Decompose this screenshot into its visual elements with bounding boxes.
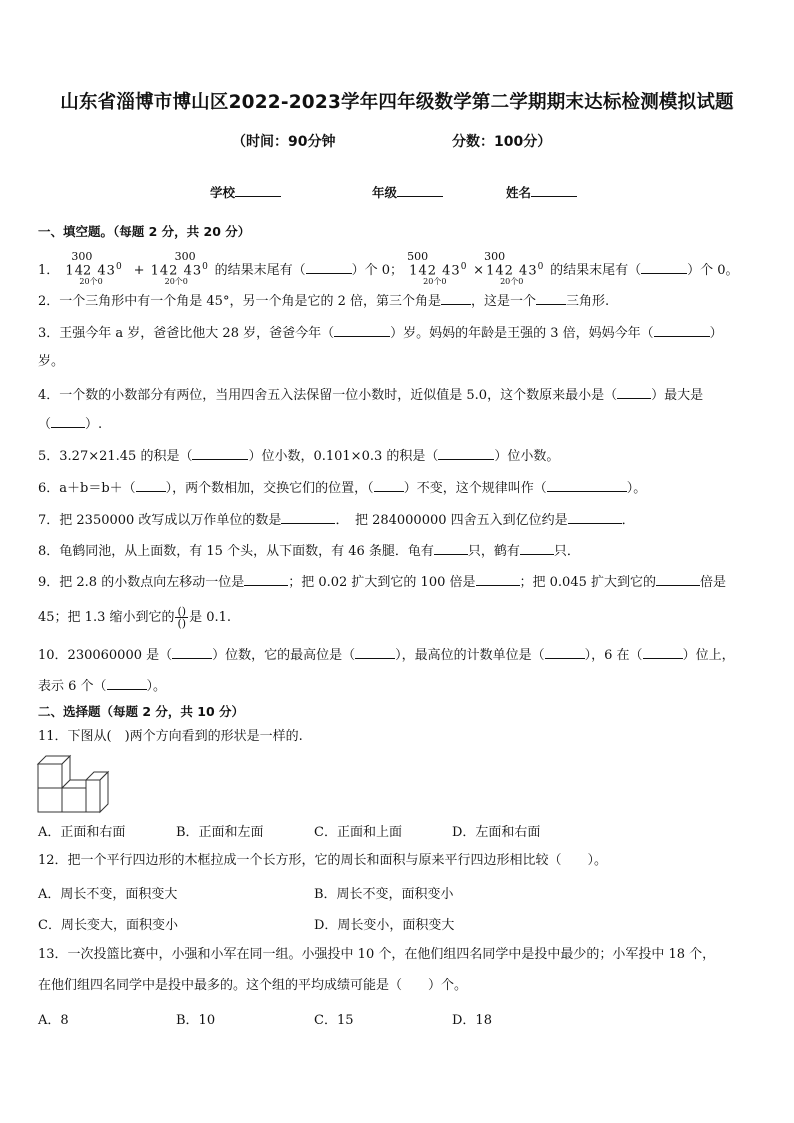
- q6-text: ）。: [626, 481, 647, 496]
- answer-blank[interactable]: [545, 645, 585, 659]
- q4-text: ）.: [85, 417, 103, 432]
- zero-count-bottom: 20个0: [164, 277, 188, 286]
- answer-blank[interactable]: [641, 260, 687, 274]
- exponent: 0: [202, 262, 209, 272]
- question-number: 1．: [38, 263, 60, 278]
- name-field[interactable]: [506, 183, 577, 201]
- big-number-expr: [149, 250, 213, 286]
- answer-blank[interactable]: [355, 645, 395, 659]
- page-title: 山东省淄博市博山区2022-2023学年四年级数学第二学期期末达标检测模拟试题: [60, 92, 734, 113]
- question-11: 11．下图从( )两个方向看到的形状是一样的.: [38, 729, 303, 744]
- cube-stack-figure: [36, 752, 110, 814]
- q5-text: 5．3.27×21.45 的积是（: [38, 449, 193, 464]
- q11-option-c[interactable]: C．正面和上面: [314, 825, 402, 840]
- q1-text: 的结果末尾有（: [214, 263, 306, 278]
- q2-text: 2．一个三角形中有一个角是 45°，另一个角是它的 2 倍，第三个角是: [38, 294, 441, 309]
- answer-blank[interactable]: [441, 291, 471, 305]
- question-10-cont: [38, 676, 166, 696]
- question-3-cont: 岁。: [38, 354, 65, 369]
- q4-text: （: [38, 417, 52, 432]
- name-blank[interactable]: [531, 184, 577, 197]
- zero-count-top: 300: [71, 250, 93, 263]
- answer-blank[interactable]: [476, 572, 520, 586]
- answer-blank[interactable]: [374, 478, 404, 492]
- q1-text: 的结果末尾有（: [550, 263, 642, 278]
- question-12: 12．把一个平行四边形的木框拉成一个长方形，它的周长和面积与原来平行四边形相比较（ ）。: [38, 853, 608, 868]
- grade-blank[interactable]: [397, 184, 443, 197]
- answer-blank[interactable]: [244, 572, 288, 586]
- answer-blank[interactable]: [617, 385, 651, 399]
- question-5: [38, 446, 559, 466]
- answer-blank[interactable]: [654, 323, 710, 337]
- q1-text: ）个 0。: [687, 263, 739, 278]
- q13-option-b[interactable]: B．10: [176, 1013, 216, 1028]
- q10-text: ）位上，: [682, 648, 735, 663]
- answer-blank[interactable]: [520, 541, 554, 555]
- exponent: 0: [115, 262, 123, 272]
- q11-option-a[interactable]: A．正面和右面: [38, 825, 126, 840]
- q9-text: 倍是: [700, 575, 727, 590]
- number-digits: 142 $43^0$: [486, 262, 545, 279]
- q3-text: ）岁。妈妈的年龄是王强的 3 倍，妈妈今年（: [390, 326, 654, 341]
- answer-blank[interactable]: [192, 446, 248, 460]
- zero-count-top: 500: [407, 250, 429, 263]
- q8-text: 只，鹤有: [467, 544, 520, 559]
- name-label: 姓名: [506, 185, 532, 200]
- q11-option-b[interactable]: B．正面和左面: [176, 825, 264, 840]
- total-score: 分数：100分）: [452, 134, 552, 150]
- q6-text: 6．a＋b＝b＋（: [38, 481, 136, 496]
- answer-blank[interactable]: [434, 541, 468, 555]
- q10-text: ）。: [146, 679, 167, 694]
- q5-text: ）位小数，0.101×0.3 的积是（: [248, 449, 439, 464]
- section-heading-choice: 二、选择题（每题 2 分，共 10 分）: [38, 704, 245, 719]
- school-label: 学校: [210, 185, 236, 200]
- q7-text: ．: [621, 513, 635, 528]
- answer-blank[interactable]: [656, 572, 700, 586]
- q9-text: 是 0.1.: [189, 610, 232, 625]
- answer-blank[interactable]: [306, 260, 352, 274]
- question-6: [38, 478, 646, 498]
- question-8: [38, 541, 580, 561]
- q7-text: ． 把 284000000 四舍五入到亿位约是: [335, 513, 568, 528]
- zero-count-top: 300: [174, 250, 196, 263]
- exponent: 0: [537, 262, 545, 272]
- exponent: 0: [460, 262, 468, 272]
- q7-text: 7．把 2350000 改写成以万作单位的数是: [38, 513, 282, 528]
- section-heading-fill: 一、填空题。（每题 2 分，共 20 分）: [38, 224, 251, 239]
- plus-sign: +: [133, 263, 145, 278]
- number-digits: 142 $43^0$: [150, 262, 209, 279]
- answer-blank[interactable]: [438, 446, 494, 460]
- question-10: [38, 645, 735, 665]
- fraction-blank[interactable]: [175, 606, 188, 629]
- zero-count-bottom: 20个0: [79, 277, 103, 286]
- big-number-expr: [407, 250, 471, 286]
- q2-text: 三角形.: [566, 294, 610, 309]
- zero-count-bottom: 20个0: [500, 277, 524, 286]
- answer-blank[interactable]: [643, 645, 683, 659]
- question-4-cont: [38, 414, 102, 434]
- q11-option-d[interactable]: D．左面和右面: [452, 825, 541, 840]
- grade-label: 年级: [372, 185, 398, 200]
- answer-blank[interactable]: [172, 645, 212, 659]
- question-9-cont: [38, 606, 231, 629]
- q12-option-b[interactable]: B．周长不变，面积变小: [314, 887, 454, 902]
- q12-option-d[interactable]: D．周长变小，面积变大: [314, 918, 455, 933]
- q4-text: 4．一个数的小数部分有两位，当用四舍五入法保留一位小数时，近似值是 5.0，这个数原来最小是（: [38, 388, 618, 403]
- answer-blank[interactable]: [334, 323, 390, 337]
- answer-blank[interactable]: [281, 510, 335, 524]
- school-blank[interactable]: [235, 184, 281, 197]
- grade-field[interactable]: [372, 183, 443, 201]
- big-number-expr: [63, 250, 127, 286]
- answer-blank[interactable]: [107, 676, 147, 690]
- q12-option-c[interactable]: C．周长变大，面积变小: [38, 918, 178, 933]
- school-field[interactable]: [210, 183, 281, 201]
- q4-text: ）最大是: [651, 388, 704, 403]
- q13-option-c[interactable]: C．15: [314, 1013, 354, 1028]
- question-4: [38, 385, 703, 405]
- q10-text: ）位数，它的最高位是（: [212, 648, 356, 663]
- q8-text: 只．: [553, 544, 580, 559]
- number-digits: 142 $43^0$: [409, 262, 468, 279]
- question-13: 13．一次投篮比赛中，小强和小军在同一组。小强投中 10 个，在他们组四名同学中是投中最少的；小军投中 18 个，: [38, 947, 716, 962]
- question-1: [38, 250, 739, 286]
- fraction-numerator[interactable]: (): [177, 605, 187, 618]
- time-limit: （时间：90分钟: [232, 134, 336, 150]
- number-digits: 142 $43^0$: [65, 262, 123, 279]
- q10-text: 表示 6 个（: [38, 679, 107, 694]
- q9-text: 9．把 2.8 的小数点向左移动一位是: [38, 575, 245, 590]
- question-7: [38, 510, 635, 530]
- q1-text: ）个 0；: [351, 263, 404, 278]
- q12-option-a[interactable]: A．周长不变，面积变大: [38, 887, 178, 902]
- q3-text: ）: [709, 326, 723, 341]
- question-9: [38, 572, 726, 592]
- q9-text: 45；把 1.3 缩小到它的: [38, 610, 175, 625]
- zero-count-bottom: 20个0: [423, 277, 447, 286]
- q3-text: 3．王强今年 a 岁，爸爸比他大 28 岁，爸爸今年（: [38, 326, 335, 341]
- q9-text: ；把 0.045 扩大到它的: [519, 575, 656, 590]
- q6-text: ）不变，这个规律叫作（: [403, 481, 547, 496]
- question-3: [38, 323, 723, 343]
- question-2: [38, 291, 609, 311]
- q8-text: 8．龟鹤同池，从上面数，有 15 个头，从下面数，有 46 条腿．龟有: [38, 544, 434, 559]
- q13-option-a[interactable]: A．8: [38, 1013, 69, 1028]
- answer-blank[interactable]: [536, 291, 566, 305]
- q13-option-d[interactable]: D．18: [452, 1013, 492, 1028]
- q6-text: ），两个数相加，交换它们的位置，（: [165, 481, 374, 496]
- big-number-expr: [484, 250, 548, 286]
- zero-count-top: 300: [484, 250, 506, 263]
- fraction-denominator[interactable]: (): [177, 617, 187, 630]
- q10-text: ），6 在（: [584, 648, 643, 663]
- question-13-cont: 在他们组四名同学中是投中最多的。这个组的平均成绩可能是（ ）个。: [38, 978, 468, 993]
- q5-text: ）位小数。: [494, 449, 560, 464]
- answer-blank[interactable]: [136, 478, 166, 492]
- answer-blank[interactable]: [51, 414, 85, 428]
- q10-text: 10．230060000 是（: [38, 648, 173, 663]
- answer-blank[interactable]: [568, 510, 622, 524]
- answer-blank[interactable]: [547, 478, 627, 492]
- q9-text: ；把 0.02 扩大到它的 100 倍是: [288, 575, 476, 590]
- q2-text: ，这是一个: [470, 294, 536, 309]
- times-sign: ×: [473, 263, 485, 278]
- q10-text: ），最高位的计数单位是（: [395, 648, 545, 663]
